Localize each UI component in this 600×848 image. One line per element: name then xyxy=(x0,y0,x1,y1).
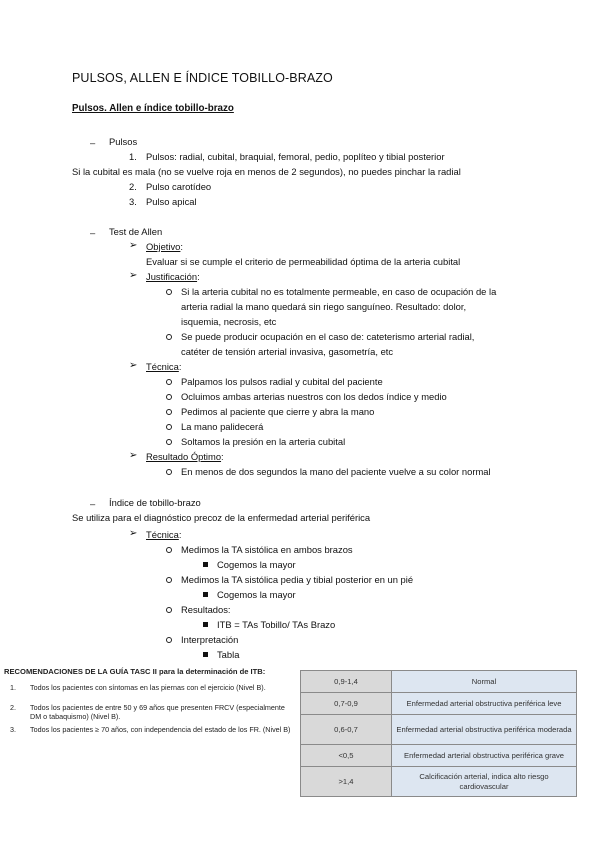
itb-step-1: Medimos la TA sistólica en ambos brazos xyxy=(181,544,353,555)
pulsos-item-2: Pulso carotídeo xyxy=(146,181,212,192)
arrow-bullet-icon: ➢ xyxy=(129,270,138,281)
justificacion-1-line-2: arteria radial la mano quedará sin riego sanguíneo. Resultado: dolor, xyxy=(181,301,467,312)
itb-heading: Índice de tobillo-brazo xyxy=(109,497,201,508)
recommendation-item xyxy=(10,726,292,744)
justificacion-2-line-1: Se puede producir ocupación en el caso de: cateterismo arterial radial, xyxy=(181,331,475,342)
tecnica-line: Técnica: xyxy=(146,361,182,372)
list-number: 1. xyxy=(129,151,137,162)
table-row xyxy=(301,745,577,767)
table-cell-value: 0,6-0,7 xyxy=(301,715,392,745)
circle-bullet-icon xyxy=(166,637,172,643)
justificacion-1-line-3: isquemia, necrosis, etc xyxy=(181,316,277,327)
justificacion-label: Justificación xyxy=(146,271,198,282)
table-cell-value: 0,9-1,4 xyxy=(301,671,392,693)
tecnica-step-5: Soltamos la presión en la arteria cubital xyxy=(181,436,346,447)
list-number: 2. xyxy=(129,181,137,192)
table-row xyxy=(301,693,577,715)
arrow-bullet-icon: ➢ xyxy=(129,450,138,461)
resultado-text: En menos de dos segundos la mano del paciente vuelve a su color normal xyxy=(181,466,491,477)
itb-intro: Se utiliza para el diagnóstico precoz de la enfermedad arterial periférica xyxy=(72,512,371,523)
dash-bullet-icon: – xyxy=(90,137,96,148)
table-cell-desc: Calcificación arterial, indica alto riesgo cardiovascular xyxy=(392,767,577,797)
circle-bullet-icon xyxy=(166,439,172,445)
table-cell-desc: Enfermedad arterial obstructiva periférica moderada xyxy=(392,715,577,745)
itb-step-3-sub: ITB = TAs Tobillo/ TAs Brazo xyxy=(217,619,336,630)
justificacion-2-line-2: catéter de tensión arterial invasiva, gasometría, etc xyxy=(181,346,394,357)
itb-tecnica-line: Técnica: xyxy=(146,529,182,540)
itb-step-4-sub: Tabla xyxy=(217,649,240,660)
arrow-bullet-icon: ➢ xyxy=(129,240,138,251)
circle-bullet-icon xyxy=(166,334,172,340)
page-title: PULSOS, ALLEN E ÍNDICE TOBILLO-BRAZO xyxy=(72,71,333,85)
table-cell-value: 0,7-0,9 xyxy=(301,693,392,715)
table-cell-value: >1,4 xyxy=(301,767,392,797)
table-cell-desc: Enfermedad arterial obstructiva periférica leve xyxy=(392,693,577,715)
table-cell-desc: Normal xyxy=(392,671,577,693)
objetivo-label: Objetivo xyxy=(146,241,181,252)
square-bullet-icon xyxy=(203,652,208,657)
recommendation-item xyxy=(10,684,292,702)
itb-tecnica-label: Técnica xyxy=(146,529,179,540)
circle-bullet-icon xyxy=(166,424,172,430)
arrow-bullet-icon: ➢ xyxy=(129,528,138,539)
resultado-line: Resultado Óptimo: xyxy=(146,451,224,462)
itb-table xyxy=(300,670,577,797)
objetivo-line: Objetivo: xyxy=(146,241,184,252)
itb-step-2: Medimos la TA sistólica pedia y tibial posterior en un pié xyxy=(181,574,414,585)
recommendation-number: 3. xyxy=(10,725,16,734)
circle-bullet-icon xyxy=(166,577,172,583)
circle-bullet-icon xyxy=(166,409,172,415)
table-row xyxy=(301,671,577,693)
recommendation-item xyxy=(10,704,292,722)
recommendation-text: Todos los pacientes con síntomas en las piernas con el ejercicio (Nivel B). xyxy=(30,683,266,692)
recommendation-number: 1. xyxy=(10,683,16,692)
circle-bullet-icon xyxy=(166,394,172,400)
pulsos-item-1: Pulsos: radial, cubital, braquial, femoral, pedio, poplíteo y tibial posterior xyxy=(146,151,445,162)
allen-heading: Test de Allen xyxy=(109,226,163,237)
resultado-label: Resultado Óptimo xyxy=(146,451,222,462)
objetivo-text: Evaluar si se cumple el criterio de permeabilidad óptima de la arteria cubital xyxy=(146,256,461,267)
dash-bullet-icon: – xyxy=(90,227,96,238)
recommendation-text: Todos los pacientes de entre 50 y 69 años que presenten FRCV (especialmente DM o tabaquismo) (Nivel B). xyxy=(30,703,285,721)
recommendations-title: RECOMENDACIONES DE LA GUÍA TASC II para la determinación de ITB: xyxy=(4,667,266,676)
pulsos-item-3: Pulso apical xyxy=(146,196,197,207)
square-bullet-icon xyxy=(203,622,208,627)
table-row xyxy=(301,767,577,797)
circle-bullet-icon xyxy=(166,379,172,385)
recommendation-number: 2. xyxy=(10,703,16,712)
section-subtitle: Pulsos. Allen e índice tobillo-brazo xyxy=(72,103,234,114)
circle-bullet-icon xyxy=(166,469,172,475)
recommendation-text: Todos los pacientes ≥ 70 años, con independencia del estado de los FR. (Nivel B) xyxy=(30,725,291,734)
tecnica-label: Técnica xyxy=(146,361,179,372)
circle-bullet-icon xyxy=(166,607,172,613)
tecnica-step-4: La mano palidecerá xyxy=(181,421,264,432)
arrow-bullet-icon: ➢ xyxy=(129,360,138,371)
square-bullet-icon xyxy=(203,592,208,597)
itb-step-2-sub: Cogemos la mayor xyxy=(217,589,296,600)
justificacion-1-line-1: Si la arteria cubital no es totalmente permeable, en caso de ocupación de la xyxy=(181,286,497,297)
circle-bullet-icon xyxy=(166,547,172,553)
itb-step-3: Resultados: xyxy=(181,604,231,615)
itb-step-4: Interpretación xyxy=(181,634,239,645)
justificacion-line: Justificación: xyxy=(146,271,200,282)
table-cell-desc: Enfermedad arterial obstructiva periférica grave xyxy=(392,745,577,767)
tecnica-step-2: Ocluimos ambas arterias nuestros con los dedos índice y medio xyxy=(181,391,447,402)
dash-bullet-icon: – xyxy=(90,498,96,509)
tecnica-step-3: Pedimos al paciente que cierre y abra la mano xyxy=(181,406,375,417)
circle-bullet-icon xyxy=(166,289,172,295)
pulsos-note: Si la cubital es mala (no se vuelve roja en menos de 2 segundos), no puedes pinchar la radial xyxy=(72,166,461,177)
itb-step-1-sub: Cogemos la mayor xyxy=(217,559,296,570)
tecnica-step-1: Palpamos los pulsos radial y cubital del paciente xyxy=(181,376,383,387)
square-bullet-icon xyxy=(203,562,208,567)
table-cell-value: <0,5 xyxy=(301,745,392,767)
list-number: 3. xyxy=(129,196,137,207)
pulsos-heading: Pulsos xyxy=(109,136,138,147)
table-row xyxy=(301,715,577,745)
